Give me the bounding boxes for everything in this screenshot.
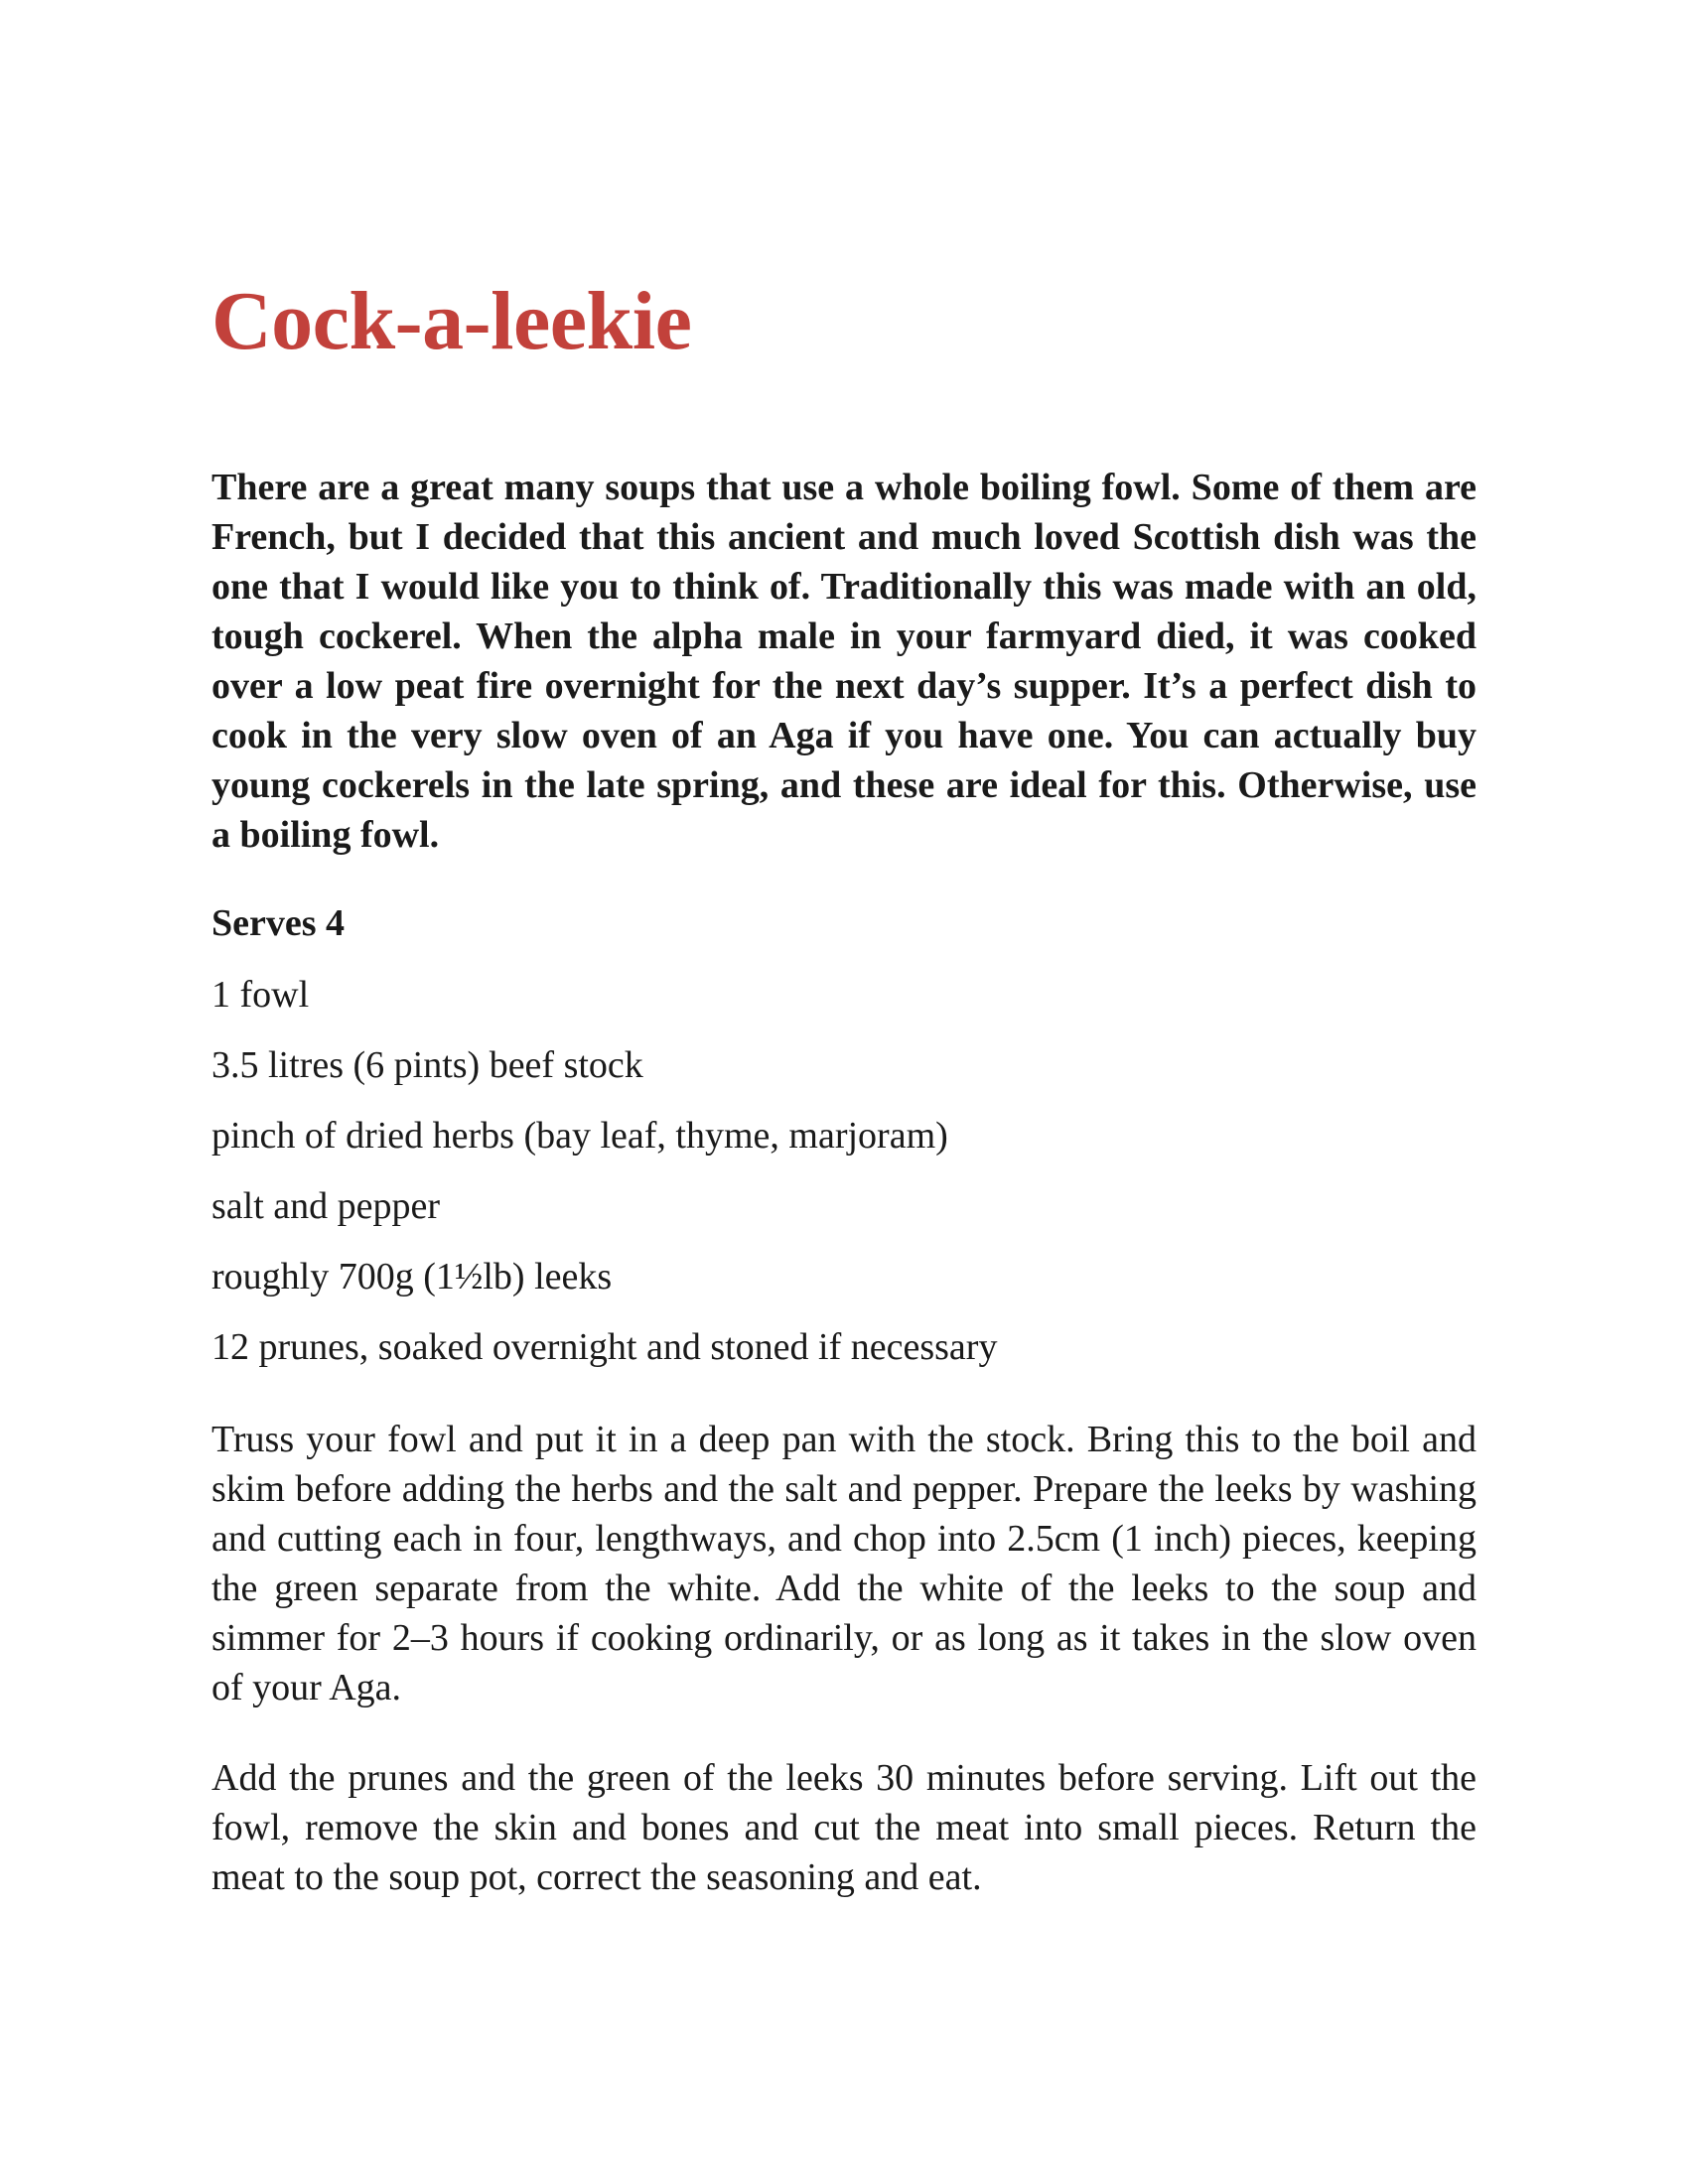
ingredient-item: salt and pepper <box>211 1185 441 1227</box>
method-paragraph: Add the prunes and the green of the leeks 30 minutes before serving. Lift out the fowl, remove the skin and bones and cut the meat into small pieces. Return the meat to the soup pot, correct the seasoning and eat. <box>211 1757 1477 1898</box>
serves-count: Serves 4 <box>211 902 346 944</box>
method-paragraph: Truss your fowl and put it in a deep pan with the stock. Bring this to the boil and skim before adding the herbs and the salt and pepper. Prepare the leeks by washing and cutting each in four, lengthways, and chop into 2.5cm (1 inch) pieces, keeping the green separate from the white. Add the white of the leeks to the soup and simmer for 2–3 hours if cooking ordinarily, or as long as it takes in the slow oven of your Aga. <box>211 1419 1477 1708</box>
ingredient-item: 3.5 litres (6 pints) beef stock <box>211 1044 643 1086</box>
recipe-intro: There are a great many soups that use a whole boiling fowl. Some of them are French, but I decided that this ancient and much loved Scottish dish was the one that I would like you to think of. Traditionally this was made with an old, tough cockerel. When the alpha male in your farmyard died, it was cooked over a low peat fire overnight for the next day’s supper. It’s a perfect dish to cook in the very slow oven of an Aga if you have one. You can actually buy young cockerels in the late spring, and these are ideal for this. Otherwise, use a boiling fowl. <box>211 467 1477 856</box>
ingredient-item: 1 fowl <box>211 974 310 1016</box>
ingredient-item: roughly 700g (1½lb) leeks <box>211 1256 613 1297</box>
ingredient-item: 12 prunes, soaked overnight and stoned if necessary <box>211 1326 998 1368</box>
ingredient-list <box>211 970 997 1393</box>
ingredient-item: pinch of dried herbs (bay leaf, thyme, marjoram) <box>211 1115 948 1157</box>
recipe-title: Cock-a-leekie <box>211 275 692 367</box>
